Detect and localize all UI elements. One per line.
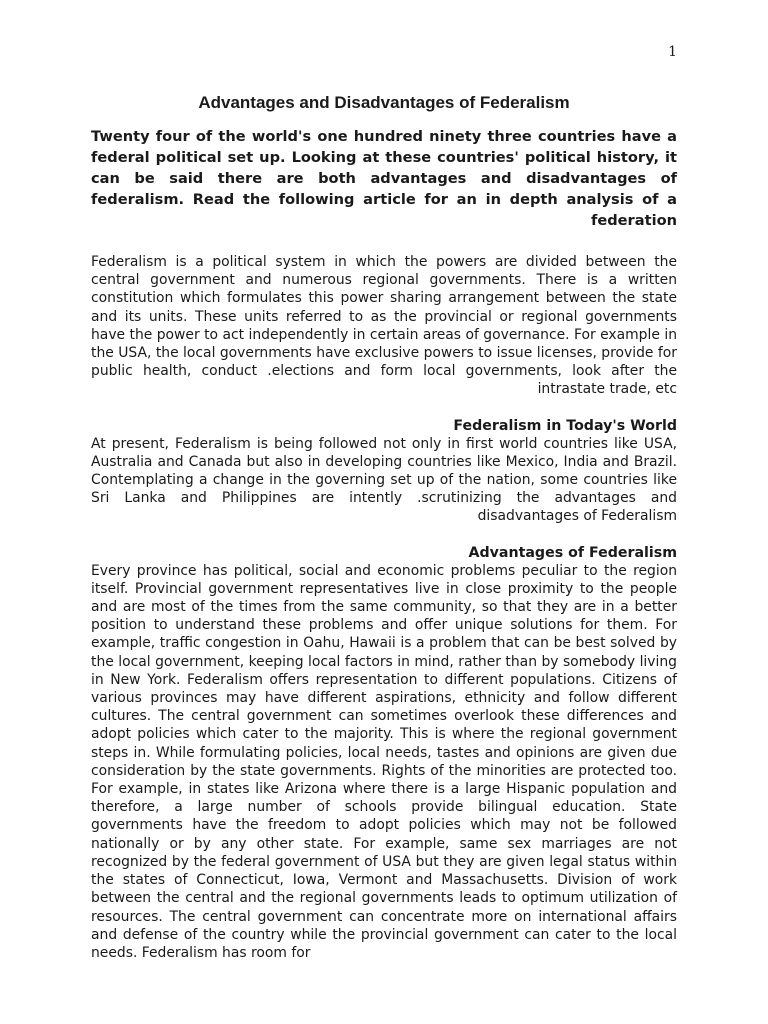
todays-world-paragraph: At present, Federalism is being followed not only in first world countries like USA, Australia and Canada but also in developing countries like Mexico, India and Brazil. Contemplating a change in the governing set up of the nation, some countries like Sri Lanka and Philippines are intently .scrutinizing the advantages and disadvantages of Federalism: [91, 435, 677, 525]
definition-paragraph: Federalism is a political system in which the powers are divided between the central government and numerous regional governments. There is a written constitution which formulates this power sharing arrangement between the state and its units. These units referred to as the provincial or regional governments have the power to act independently in certain areas of governance. For example in the USA, the local governments have exclusive powers to issue licenses, provide for public health, conduct .elections and form local governments, look after the intrastate trade, etc: [91, 254, 677, 398]
page-number: 1: [668, 44, 677, 60]
advantages-paragraph: Every province has political, social and economic problems peculiar to the region itself. Provincial government representatives live in close proximity to the people and are most of the times from the same community, so that they are in a better position to understand these problems and offer unique solutions for them. For example, traffic congestion in Oahu, Hawaii is a problem that can be best solved by the local government, keeping local factors in mind, rather than by somebody living in New York. Federalism offers representation to different populations. Citizens of various provinces may have different aspirations, ethnicity and follow different cultures. The central government can sometimes overlook these differences and adopt policies which cater to the majority. This is where the regional government steps in. While formulating policies, local needs, tastes and opinions are given due consideration by the state governments. Rights of the minorities are protected too. For example, in states like Arizona where there is a large Hispanic population and therefore, a large number of schools provide bilingual education. State governments have the freedom to adopt policies which may not be followed nationally or by any other state. For example, same sex marriages are not recognized by the federal government of USA but they are given legal status within the states of Connecticut, Iowa, Vermont and Massachusetts. Division of work between the central and the regional governments leads to optimum utilization of resources. The central government can concentrate more on international affairs and defense of the country while the provincial government can cater to the local needs. Federalism has room for: [91, 562, 677, 961]
article-body: [91, 92, 677, 962]
section-heading-todays-world: Federalism in Today's World: [453, 417, 677, 434]
intro-paragraph: Twenty four of the world's one hundred ninety three countries have a federal political set up. Looking at these countries' political history, it can be said there are both advantages and disadvantages of federalism. Read the following article for an in depth analysis of a federation: [91, 128, 677, 229]
section-heading-advantages: Advantages of Federalism: [468, 544, 677, 561]
article-title: Advantages and Disadvantages of Federalism: [198, 93, 570, 112]
